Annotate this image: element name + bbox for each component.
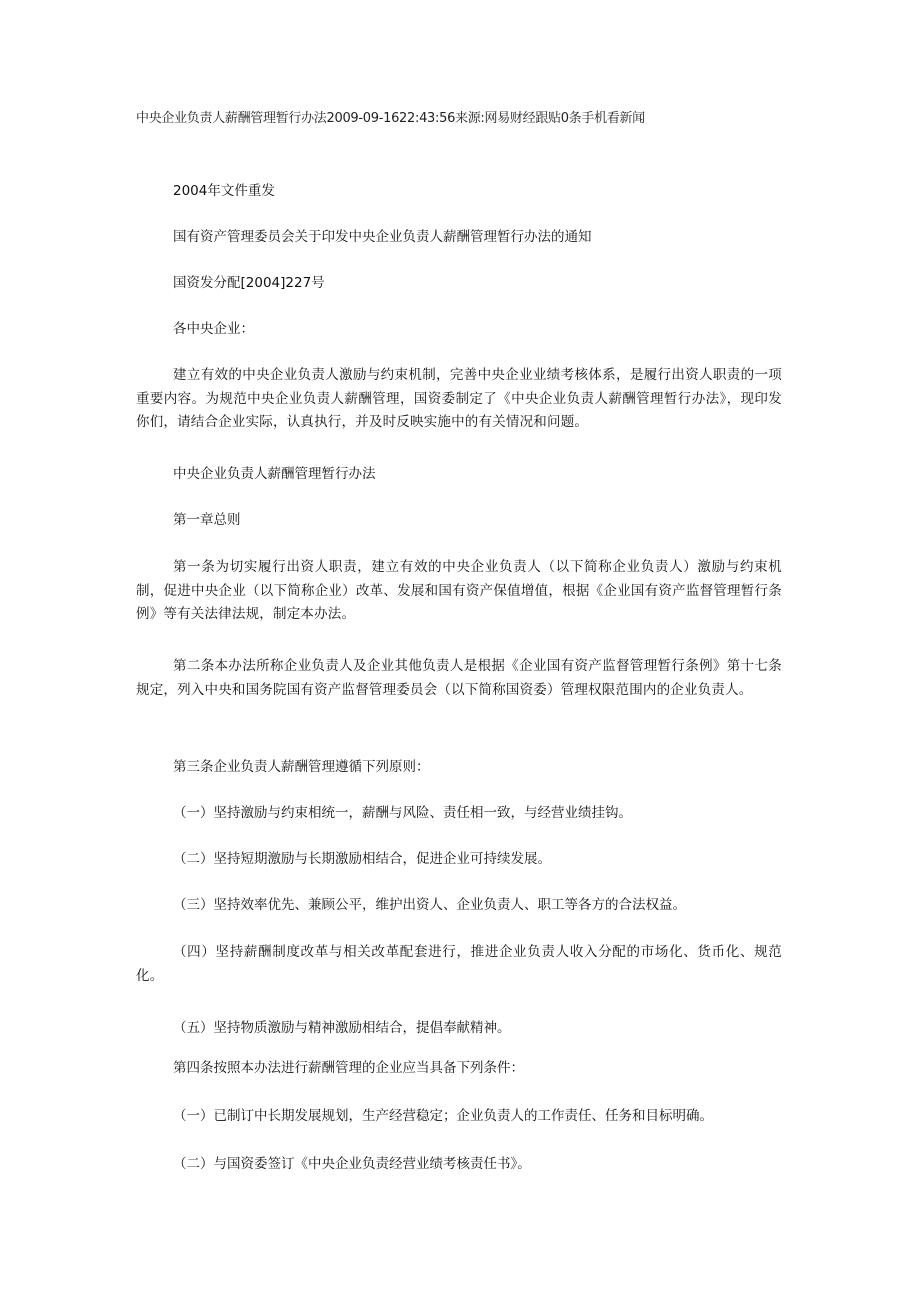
- article-header-line: 中央企业负责人薪酬管理暂行办法2009-09-1622:43:56来源:网易财经跟贴0条手机看新闻: [136, 111, 645, 126]
- principle-5-item: （五）坚持物质激励与精神激励相结合，提倡奉献精神。: [173, 1020, 511, 1036]
- article-1-paragraph: 第一条为切实履行出资人职责，建立有效的中央企业负责人（以下简称企业负责人）激励与约束机制，促进中央企业（以下简称企业）改革、发展和国有资产保值增值，根据《企业国有资产监督管理暂行条例》等有关法律法规，制定本办法。: [136, 559, 782, 622]
- principle-2-item: （二）坚持短期激励与长期激励相结合，促进企业可持续发展。: [173, 851, 551, 867]
- condition-1-item: （一）已制订中长期发展规划，生产经营稳定；企业负责人的工作责任、任务和目标明确。: [173, 1108, 713, 1124]
- principle-4-item: （四）坚持薪酬制度改革与相关改革配套进行，推进企业负责人收入分配的市场化、货币化、规范化。: [136, 944, 782, 984]
- article-2-paragraph: 第二条本办法所称企业负责人及企业其他负责人是根据《企业国有资产监督管理暂行条例》第十七条规定，列入中央和国务院国有资产监督管理委员会（以下简称国资委）管理权限范围内的企业负责人。: [136, 658, 782, 698]
- principle-3-item: （三）坚持效率优先、兼顾公平，维护出资人、企业负责人、职工等各方的合法权益。: [173, 897, 686, 913]
- reissue-note: 2004年文件重发: [173, 183, 275, 199]
- chapter-heading: 第一章总则: [173, 512, 241, 528]
- salutation: 各中央企业：: [173, 321, 254, 337]
- notice-body-paragraph: 建立有效的中央企业负责人激励与约束机制，完善中央企业业绩考核体系，是履行出资人职责的一项重要内容。为规范中央企业负责人薪酬管理，国资委制定了《中央企业负责人薪酬管理暂行办法》，现印发你们，请结合企业实际，认真执行，并及时反映实施中的有关情况和问题。: [136, 367, 782, 430]
- notice-title: 国有资产管理委员会关于印发中央企业负责人薪酬管理暂行办法的通知: [173, 229, 592, 245]
- article-4-paragraph: 第四条按照本办法进行薪酬管理的企业应当具备下列条件：: [173, 1060, 524, 1076]
- measures-title: 中央企业负责人薪酬管理暂行办法: [173, 466, 376, 482]
- article-3-paragraph: 第三条企业负责人薪酬管理遵循下列原则：: [173, 759, 430, 775]
- document-number: 国资发分配[2004]227号: [173, 275, 325, 291]
- condition-2-item: （二）与国资委签订《中央企业负责经营业绩考核责任书》。: [173, 1156, 531, 1172]
- principle-1-item: （一）坚持激励与约束相统一，薪酬与风险、责任相一致，与经营业绩挂钩。: [173, 805, 632, 821]
